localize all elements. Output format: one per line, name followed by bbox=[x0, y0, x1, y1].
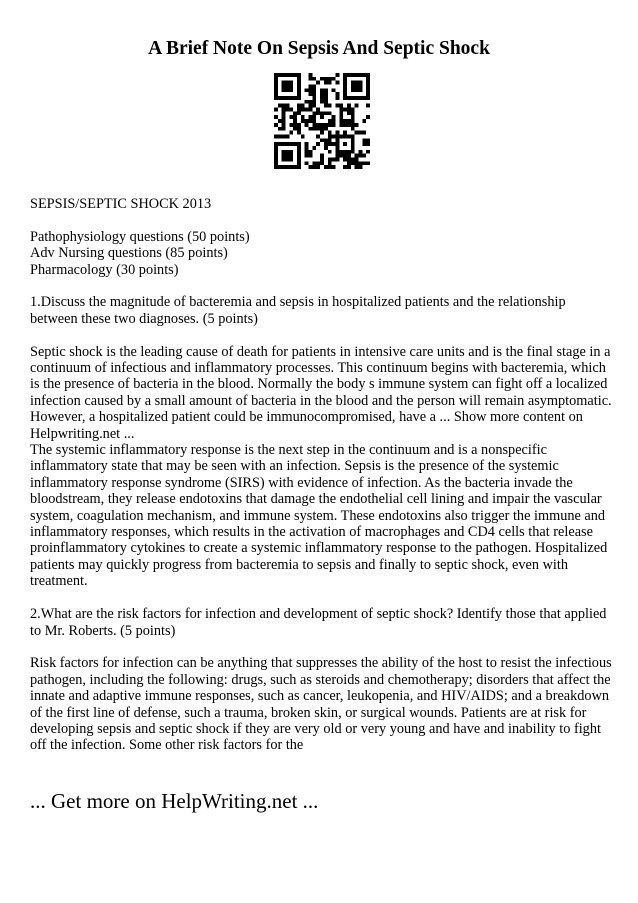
score-list bbox=[30, 229, 615, 278]
answer-1-paragraph-2: The systemic inflammatory response is the next step in the continuum and is a nonspecific inflammatory state that may be seen with an infection. Sepsis is the presence of the systemic inflammatory response syndrome (SIRS) with evidence of infection. As the bacteria invade the bloodstream, they release endotoxins that damage the endothelial cell lining and impair the vascular system, coagulation mechanism, and immune system. These endotoxins also trigger the immune and inflammatory responses, which results in the activation of macrophages and CD4 cells that release proinflammatory cytokines to create a systemic inflammatory response to the pathogen. Hospitalized patients may quickly progress from bacteremia to sepsis and finally to septic shock, even with treatment. bbox=[30, 442, 608, 590]
answer-1-paragraph-1: Septic shock is the leading cause of death for patients in intensive care units and is the final stage in a continuum of infectious and inflammatory processes. This continuum begins with bacteremia, which is the presence of bacteria in the blood. Normally the body s immune system can fight off a localized infection caused by a small amount of bacteria in the blood and the person will remain asymptomatic. However, a hospitalized patient could be immunocompromised, have a ... Show more content on Helpwriting.net ... bbox=[30, 343, 612, 442]
question-1: 1.Discuss the magnitude of bacteremia and sepsis in hospitalized patients and the relationship between these two diagnoses. (5 points) bbox=[30, 294, 566, 327]
score-line: Pharmacology (30 points) bbox=[30, 261, 179, 278]
score-line: Adv Nursing questions (85 points) bbox=[30, 245, 228, 262]
answer-2: Risk factors for infection can be anything that suppresses the ability of the host to resist the infectious pathogen, including the following: drugs, such as steroids and chemotherapy; disorders that affect the innate and adaptive immune responses, such as cancer, leukopenia, and HIV/AIDS; and a breakdown of the first line of defense, such a trauma, broken skin, or surgical wounds. Patients are at risk for developing sepsis and septic shock if they are very old or very young and have and inability to fight off the infection. Some other risk factors for the bbox=[30, 655, 612, 754]
question-2: 2.What are the risk factors for infection and development of septic shock? Identify those that applied to Mr. Roberts. (5 points) bbox=[30, 606, 607, 639]
document-body bbox=[30, 196, 615, 770]
score-line: Pathophysiology questions (50 points) bbox=[30, 228, 250, 245]
section-heading: SEPSIS/SEPTIC SHOCK 2013 bbox=[30, 196, 212, 212]
get-more-link[interactable]: ... Get more on HelpWriting.net ... bbox=[30, 789, 319, 813]
qr-code-icon bbox=[274, 73, 370, 169]
document-title: A Brief Note On Sepsis And Septic Shock bbox=[148, 38, 490, 59]
